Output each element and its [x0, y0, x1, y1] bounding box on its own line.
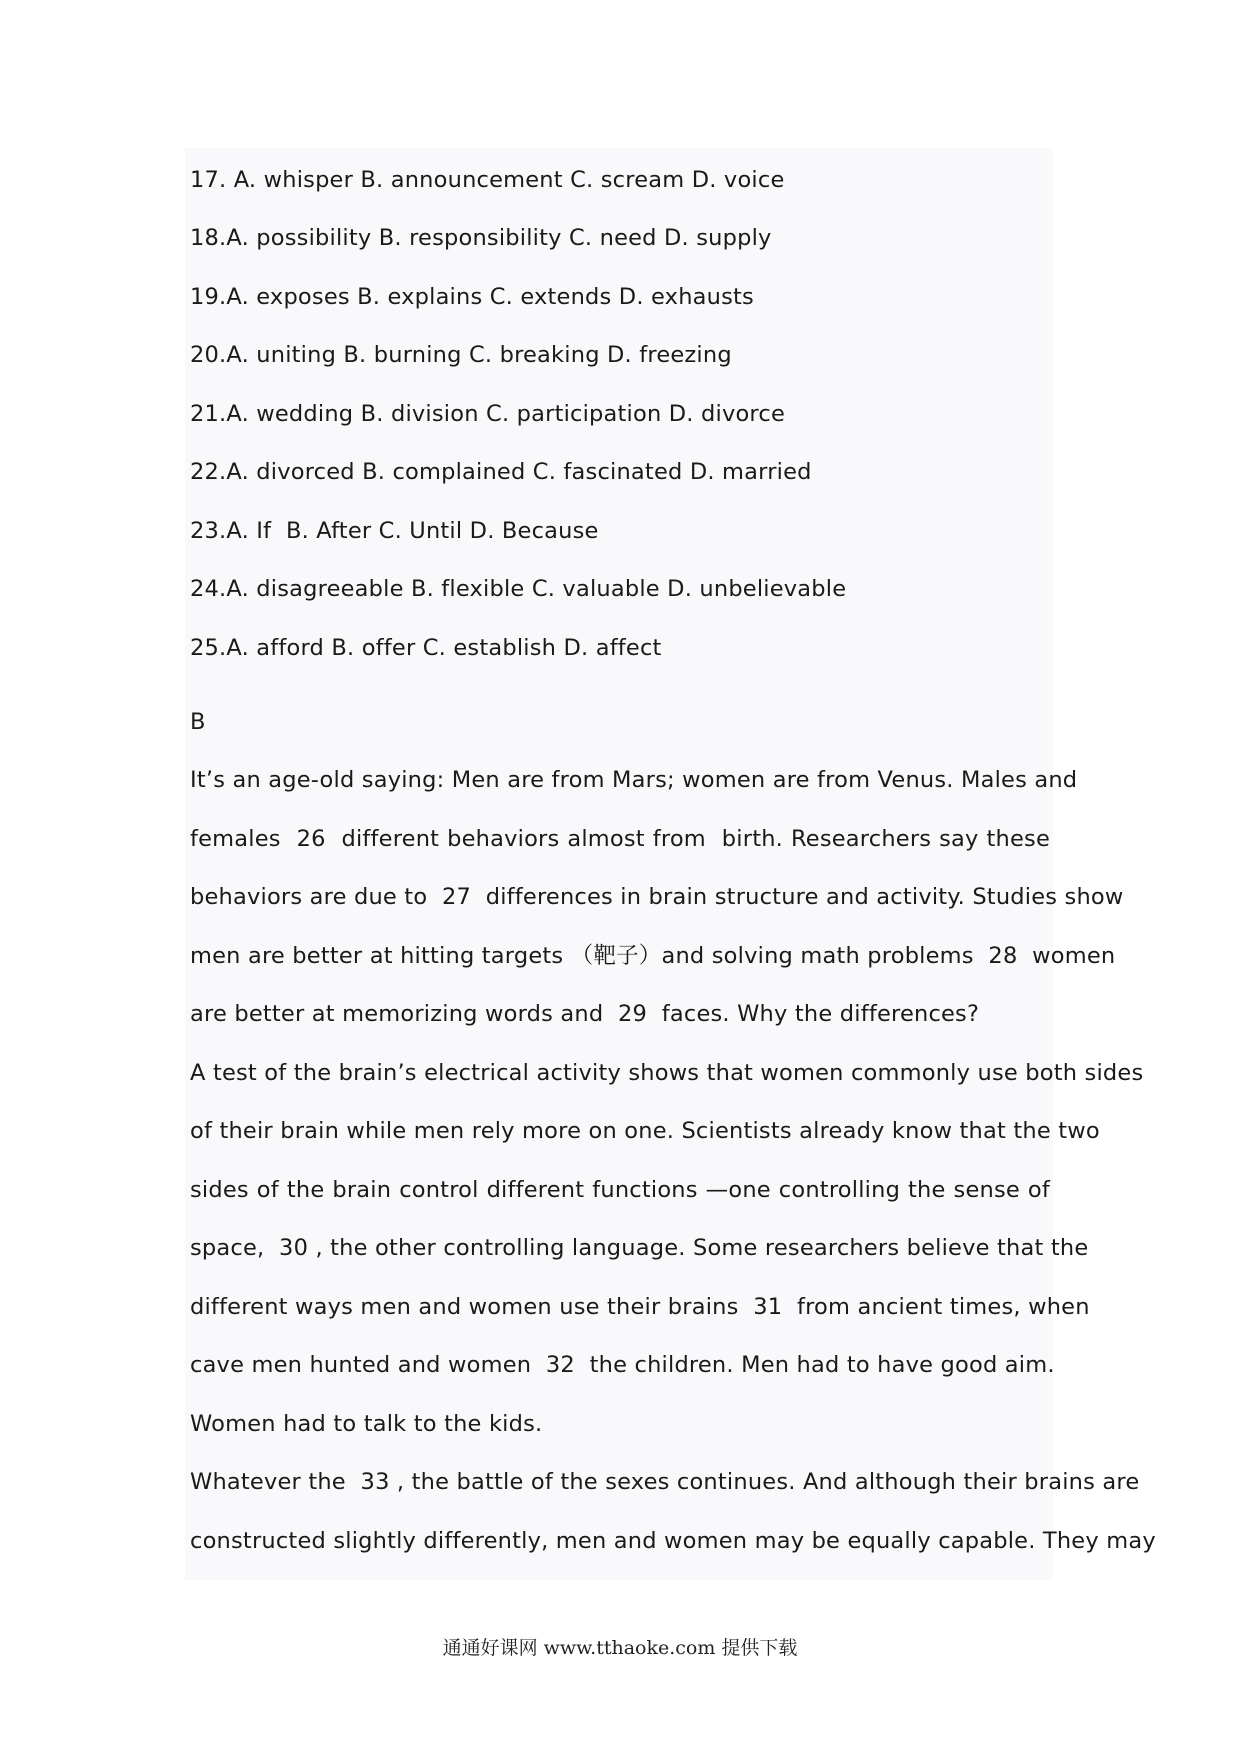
passage-line: constructed slightly differently, men and women may be equally capable. They may: [190, 1528, 1156, 1554]
passage-line: different ways men and women use their brains 31 from ancient times, when: [190, 1294, 1090, 1320]
option-line-22: 22.A. divorced B. complained C. fascinated D. married: [190, 459, 812, 485]
option-line-17: 17. A. whisper B. announcement C. scream D. voice: [190, 167, 785, 193]
passage-line: of their brain while men rely more on one. Scientists already know that the two: [190, 1118, 1100, 1144]
option-line-20: 20.A. uniting B. burning C. breaking D. freezing: [190, 342, 732, 368]
passage-line: Women had to talk to the kids.: [190, 1411, 543, 1437]
passage-line: sides of the brain control different functions —one controlling the sense of: [190, 1177, 1050, 1203]
passage-line: men are better at hitting targets （靶子）and solving math problems 28 women: [190, 943, 1116, 969]
section-label: B: [190, 709, 206, 735]
passage-line: space, 30 , the other controlling language. Some researchers believe that the: [190, 1235, 1089, 1261]
option-line-23: 23.A. If B. After C. Until D. Because: [190, 518, 599, 544]
passage-line: A test of the brain’s electrical activity shows that women commonly use both sides: [190, 1060, 1144, 1086]
passage-line: cave men hunted and women 32 the children. Men had to have good aim.: [190, 1352, 1055, 1378]
page-footer: 通通好课网 www.tthaoke.com 提供下载: [442, 1637, 798, 1659]
passage-line: Whatever the 33 , the battle of the sexes continues. And although their brains are: [190, 1469, 1140, 1495]
passage-line: behaviors are due to 27 differences in brain structure and activity. Studies show: [190, 884, 1124, 910]
option-line-24: 24.A. disagreeable B. flexible C. valuable D. unbelievable: [190, 576, 847, 602]
passage-line: are better at memorizing words and 29 faces. Why the differences?: [190, 1001, 980, 1027]
passage-line: females 26 different behaviors almost from birth. Researchers say these: [190, 826, 1050, 852]
option-line-19: 19.A. exposes B. explains C. extends D. exhausts: [190, 284, 754, 310]
option-line-18: 18.A. possibility B. responsibility C. need D. supply: [190, 225, 772, 251]
option-line-25: 25.A. afford B. offer C. establish D. affect: [190, 635, 662, 661]
option-line-21: 21.A. wedding B. division C. participation D. divorce: [190, 401, 785, 427]
passage-line: It’s an age-old saying: Men are from Mars; women are from Venus. Males and: [190, 767, 1078, 793]
